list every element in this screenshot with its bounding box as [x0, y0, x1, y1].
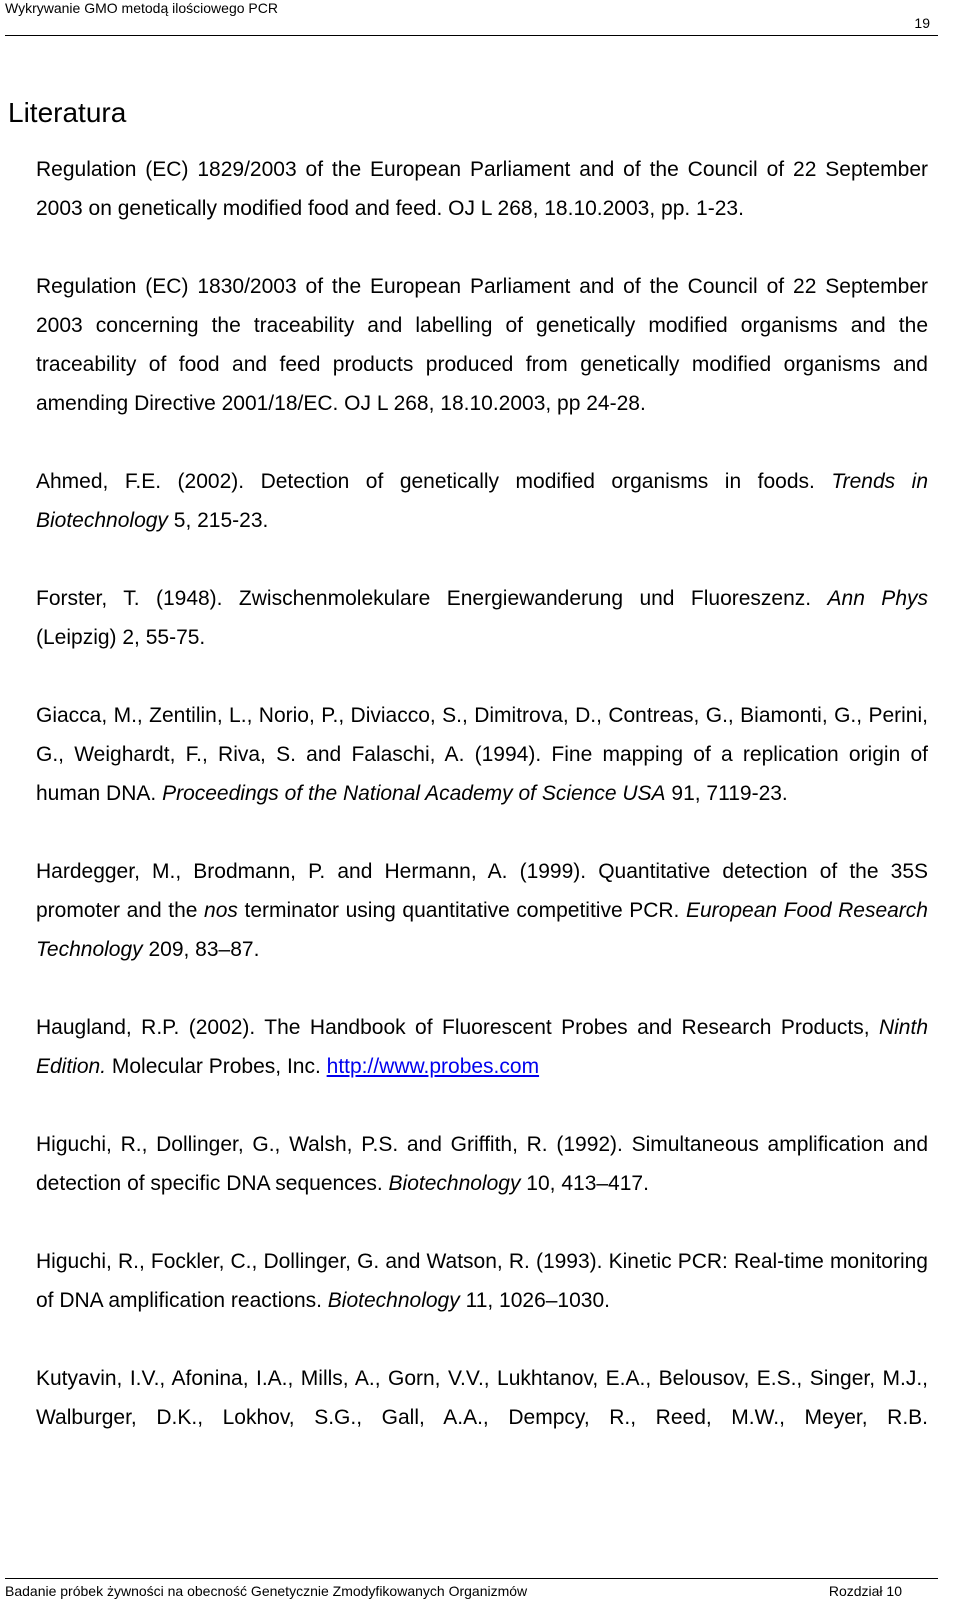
- edition-title: Ninth Edition.: [36, 1016, 928, 1078]
- page-number: 19: [914, 15, 930, 31]
- journal-title: Ann Phys: [827, 587, 928, 610]
- reference-text: Regulation (EC) 1829/2003 of the European Parliament and of the Council of 22 September 2003 on genetically modified food and feed. OJ L 268, 18.10.2003, pp. 1-23.: [36, 158, 928, 220]
- journal-title: Proceedings of the National Academy of Science USA: [162, 782, 666, 805]
- reference-text: Haugland, R.P. (2002). The Handbook of Fluorescent Probes and Research Products,: [36, 1016, 879, 1039]
- journal-title: European Food Research Technology: [36, 899, 928, 961]
- reference-text: Ahmed, F.E. (2002). Detection of genetically modified organisms in foods.: [36, 470, 832, 493]
- reference-text: Forster, T. (1948). Zwischenmolekulare Energiewanderung und Fluoreszenz.: [36, 587, 828, 610]
- reference-text: Giacca, M., Zentilin, L., Norio, P., Diviacco, S., Dimitrova, D., Contreas, G., Biamonti, G., Perini, G., Weighardt, F., Riva, S. and Falaschi, A. (1994). Fine mapping of a replication origin of human DNA.: [36, 704, 928, 805]
- journal-title: Biotechnology: [327, 1289, 460, 1312]
- reference-item: [36, 852, 928, 969]
- reference-text: Regulation (EC) 1830/2003 of the European Parliament and of the Council of 22 September 2003 concerning the traceability and labelling of genetically modified organisms and the traceability of food and feed products produced from genetically modified organisms and amending Directive 2001/18/EC. OJ L 268, 18.10.2003, pp 24-28.: [36, 275, 928, 415]
- reference-text: Higuchi, R., Fockler, C., Dollinger, G. and Watson, R. (1993). Kinetic PCR: Real-time monitoring of DNA amplification reactions.: [36, 1250, 928, 1312]
- reference-item: [36, 462, 928, 540]
- reference-list: [36, 150, 928, 1437]
- journal-title: Trends in Biotechnology: [36, 470, 929, 532]
- reference-item: [36, 1359, 928, 1437]
- reference-item: [36, 150, 928, 228]
- probes-link[interactable]: http://www.probes.com: [326, 1055, 540, 1078]
- reference-item: [36, 1008, 928, 1086]
- reference-text: 209, 83–87.: [142, 938, 260, 961]
- reference-text: Higuchi, R., Dollinger, G., Walsh, P.S. and Griffith, R. (1992). Simultaneous amplification and detection of specific DNA sequences.: [36, 1133, 928, 1195]
- reference-item: [36, 267, 928, 423]
- reference-text: (Leipzig) 2, 55-75.: [36, 626, 206, 649]
- section-title: Literatura: [8, 97, 127, 128]
- reference-item: [36, 579, 928, 657]
- reference-item: [36, 1242, 928, 1320]
- footer-divider: [5, 1578, 938, 1579]
- reference-text: 5, 215-23.: [167, 509, 269, 532]
- gene-name: nos: [204, 899, 238, 922]
- reference-text: Molecular Probes, Inc.: [106, 1055, 327, 1078]
- reference-item: [36, 1125, 928, 1203]
- reference-text: Kutyavin, I.V., Afonina, I.A., Mills, A., Gorn, V.V., Lukhtanov, E.A., Belousov, E.S., Singer, M.J., Walburger, D.K., Lokhov, S.G., Gall, A.A., Dempcy, R., Reed, M.W., Meyer, R.B.: [36, 1367, 928, 1429]
- footer-document-title: Badanie próbek żywności na obecność Genetycznie Zmodyfikowanych Organizmów: [5, 1583, 528, 1599]
- footer-chapter: Rozdział 10: [828, 1583, 902, 1599]
- running-header-title: Wykrywanie GMO metodą ilościowego PCR: [5, 0, 278, 16]
- reference-text: 11, 1026–1030.: [459, 1289, 610, 1312]
- reference-text: 91, 7119-23.: [665, 782, 788, 805]
- reference-item: [36, 696, 928, 813]
- reference-text: terminator using quantitative competitive PCR.: [237, 899, 686, 922]
- header-divider: [5, 35, 938, 36]
- journal-title: Biotechnology: [388, 1172, 521, 1195]
- reference-text: Hardegger, M., Brodmann, P. and Hermann, A. (1999). Quantitative detection of the 35S promoter and the: [36, 860, 928, 922]
- reference-text: 10, 413–417.: [520, 1172, 649, 1195]
